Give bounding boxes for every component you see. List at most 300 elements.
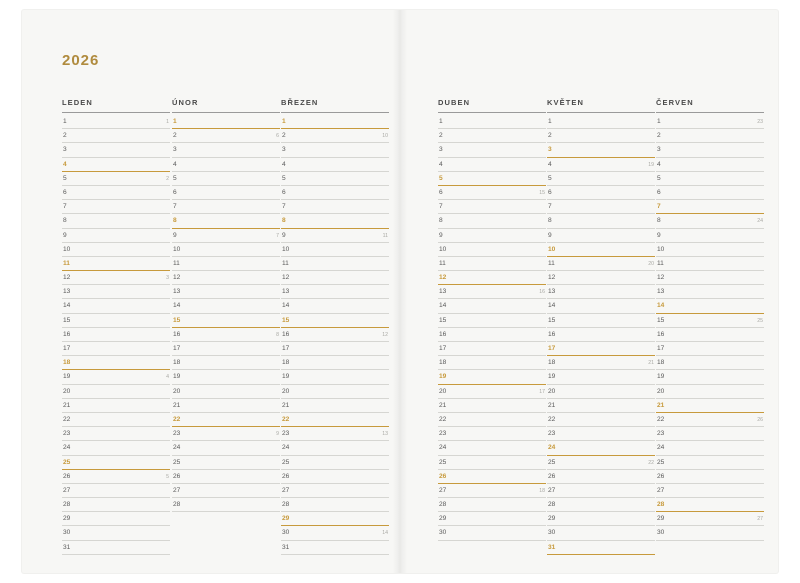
month-column	[172, 98, 280, 512]
day-number: 29	[63, 515, 71, 523]
day-number: 2	[63, 132, 67, 140]
day-row[interactable]	[656, 115, 764, 129]
day-row[interactable]	[172, 243, 280, 257]
day-row[interactable]	[172, 498, 280, 512]
day-number: 21	[63, 401, 71, 409]
day-number: 22	[439, 415, 447, 423]
day-row[interactable]	[438, 456, 546, 470]
day-row[interactable]	[547, 512, 655, 526]
day-row[interactable]	[62, 526, 170, 540]
day-number: 9	[657, 231, 661, 239]
day-row[interactable]	[547, 427, 655, 441]
day-number: 24	[173, 444, 181, 452]
day-row[interactable]	[438, 158, 546, 172]
day-row[interactable]	[281, 143, 389, 157]
day-row[interactable]	[547, 356, 655, 370]
day-row[interactable]	[62, 413, 170, 427]
day-row[interactable]	[438, 229, 546, 243]
day-number: 16	[657, 330, 665, 338]
day-row[interactable]	[656, 172, 764, 186]
day-number: 25	[548, 458, 556, 466]
day-row[interactable]	[62, 385, 170, 399]
day-row[interactable]	[438, 342, 546, 356]
day-row[interactable]	[172, 470, 280, 484]
day-number: 28	[282, 501, 290, 509]
day-number: 15	[657, 316, 665, 324]
day-number: 12	[63, 274, 71, 282]
day-row[interactable]	[62, 484, 170, 498]
day-row[interactable]	[172, 456, 280, 470]
day-number: 7	[657, 203, 661, 211]
day-row[interactable]	[172, 484, 280, 498]
day-number: 18	[282, 359, 290, 367]
day-number: 10	[282, 245, 290, 253]
day-number: 1	[548, 118, 552, 125]
day-row[interactable]	[438, 314, 546, 328]
day-row[interactable]	[547, 115, 655, 129]
day-number: 22	[282, 415, 290, 423]
month-column	[547, 98, 655, 555]
day-row[interactable]	[656, 285, 764, 299]
day-row[interactable]	[656, 441, 764, 455]
day-number: 28	[173, 501, 181, 509]
day-number: 12	[548, 274, 556, 282]
day-number: 11	[548, 259, 555, 267]
day-row[interactable]	[656, 484, 764, 498]
day-row[interactable]	[281, 484, 389, 498]
day-number: 11	[439, 259, 446, 267]
day-row[interactable]	[281, 512, 389, 526]
day-row[interactable]	[438, 214, 546, 228]
day-number: 8	[173, 217, 177, 225]
day-row[interactable]	[62, 172, 170, 186]
day-row[interactable]	[62, 328, 170, 342]
month-title: ČERVEN	[656, 98, 764, 113]
day-list	[656, 115, 764, 541]
day-number: 5	[173, 174, 177, 182]
day-number: 26	[173, 472, 181, 480]
day-number: 6	[173, 188, 177, 196]
day-number: 22	[548, 415, 556, 423]
day-row[interactable]	[547, 271, 655, 285]
day-row[interactable]	[656, 526, 764, 540]
day-row[interactable]	[547, 186, 655, 200]
day-row[interactable]	[172, 271, 280, 285]
day-row[interactable]	[656, 399, 764, 413]
day-row[interactable]	[656, 271, 764, 285]
day-row[interactable]	[281, 342, 389, 356]
day-row[interactable]	[281, 129, 389, 143]
day-number: 7	[282, 203, 286, 211]
day-number: 13	[548, 288, 556, 296]
day-row[interactable]	[547, 370, 655, 384]
day-row[interactable]	[62, 129, 170, 143]
day-row[interactable]	[438, 115, 546, 129]
day-number: 21	[439, 401, 447, 409]
day-row[interactable]	[172, 285, 280, 299]
day-row[interactable]	[438, 413, 546, 427]
month-title: ÚNOR	[172, 98, 280, 113]
day-number: 18	[657, 359, 665, 367]
day-number: 29	[657, 515, 665, 523]
day-row[interactable]	[281, 413, 389, 427]
day-row[interactable]	[281, 257, 389, 271]
day-row[interactable]	[656, 257, 764, 271]
day-number: 17	[657, 345, 665, 352]
day-row[interactable]	[656, 456, 764, 470]
day-number: 30	[548, 529, 556, 537]
day-number: 29	[439, 515, 447, 523]
day-row[interactable]	[656, 200, 764, 214]
day-row[interactable]	[62, 314, 170, 328]
day-row[interactable]	[172, 441, 280, 455]
day-number: 17	[548, 345, 556, 352]
day-row[interactable]	[172, 158, 280, 172]
week-number: 4	[166, 374, 169, 381]
day-row[interactable]	[281, 441, 389, 455]
day-number: 8	[439, 217, 443, 225]
day-row[interactable]	[547, 172, 655, 186]
day-number: 1	[439, 118, 443, 125]
day-row[interactable]	[281, 399, 389, 413]
day-number: 29	[548, 515, 556, 523]
day-row[interactable]	[438, 484, 546, 498]
day-row[interactable]	[438, 129, 546, 143]
day-row[interactable]	[547, 285, 655, 299]
day-number: 10	[63, 245, 71, 253]
day-row[interactable]	[656, 143, 764, 157]
week-number: 13	[382, 431, 388, 438]
day-row[interactable]	[62, 271, 170, 285]
day-row[interactable]	[547, 484, 655, 498]
day-row[interactable]	[547, 498, 655, 512]
day-row[interactable]	[438, 285, 546, 299]
day-row[interactable]	[438, 172, 546, 186]
day-number: 25	[173, 458, 181, 466]
day-number: 12	[282, 274, 290, 282]
day-row[interactable]	[172, 129, 280, 143]
day-number: 23	[282, 430, 290, 438]
day-row[interactable]	[547, 243, 655, 257]
day-row[interactable]	[281, 328, 389, 342]
day-row[interactable]	[281, 427, 389, 441]
week-number: 17	[539, 388, 545, 395]
day-row[interactable]	[281, 158, 389, 172]
day-number: 24	[548, 444, 556, 452]
day-row[interactable]	[547, 526, 655, 540]
day-row[interactable]	[62, 498, 170, 512]
day-row[interactable]	[172, 413, 280, 427]
day-row[interactable]	[438, 441, 546, 455]
day-number: 9	[282, 231, 286, 239]
week-number: 20	[648, 260, 654, 267]
day-number: 6	[657, 188, 661, 196]
month-column	[281, 98, 389, 555]
day-row[interactable]	[547, 470, 655, 484]
day-row[interactable]	[62, 243, 170, 257]
day-row[interactable]	[172, 200, 280, 214]
day-row[interactable]	[547, 200, 655, 214]
day-row[interactable]	[438, 271, 546, 285]
day-number: 26	[282, 472, 290, 480]
day-row[interactable]	[656, 186, 764, 200]
day-row[interactable]	[438, 512, 546, 526]
day-row[interactable]	[438, 243, 546, 257]
day-number: 30	[282, 529, 290, 537]
day-row[interactable]	[438, 399, 546, 413]
day-row[interactable]	[172, 257, 280, 271]
day-number: 28	[439, 501, 447, 509]
day-number: 19	[282, 373, 290, 381]
day-row[interactable]	[281, 356, 389, 370]
day-number: 6	[282, 188, 286, 196]
day-number: 27	[282, 486, 290, 494]
day-row[interactable]	[656, 385, 764, 399]
day-number: 12	[657, 274, 665, 282]
week-number: 19	[648, 161, 654, 168]
day-row[interactable]	[656, 229, 764, 243]
day-row[interactable]	[656, 243, 764, 257]
day-row[interactable]	[281, 541, 389, 555]
day-number: 30	[439, 529, 447, 537]
day-number: 11	[63, 259, 70, 267]
day-row[interactable]	[547, 158, 655, 172]
day-row[interactable]	[172, 342, 280, 356]
day-row[interactable]	[547, 314, 655, 328]
day-row[interactable]	[656, 356, 764, 370]
calendar-spread	[22, 10, 778, 573]
day-row[interactable]	[62, 200, 170, 214]
day-number: 2	[282, 132, 286, 140]
day-row[interactable]	[172, 314, 280, 328]
day-row[interactable]	[547, 129, 655, 143]
day-row[interactable]	[62, 158, 170, 172]
day-row[interactable]	[281, 370, 389, 384]
day-number: 29	[282, 515, 290, 523]
week-number: 7	[276, 232, 279, 239]
day-number: 25	[657, 458, 665, 466]
day-row[interactable]	[656, 498, 764, 512]
day-row[interactable]	[62, 115, 170, 129]
day-row[interactable]	[547, 413, 655, 427]
day-row[interactable]	[438, 526, 546, 540]
day-number: 14	[657, 302, 665, 310]
day-row[interactable]	[438, 427, 546, 441]
day-row[interactable]	[547, 385, 655, 399]
day-row[interactable]	[438, 385, 546, 399]
day-row[interactable]	[656, 214, 764, 228]
day-number: 16	[63, 330, 71, 338]
day-number: 13	[173, 288, 181, 296]
day-number: 2	[173, 132, 177, 140]
day-row[interactable]	[281, 271, 389, 285]
day-number: 18	[548, 359, 556, 367]
day-row[interactable]	[172, 186, 280, 200]
day-number: 26	[548, 472, 556, 480]
day-number: 30	[63, 529, 71, 537]
day-row[interactable]	[438, 356, 546, 370]
day-number: 19	[439, 373, 447, 381]
day-row[interactable]	[656, 370, 764, 384]
day-number: 9	[173, 231, 177, 239]
day-row[interactable]	[62, 456, 170, 470]
day-row[interactable]	[62, 143, 170, 157]
day-row[interactable]	[438, 470, 546, 484]
day-row[interactable]	[438, 200, 546, 214]
day-row[interactable]	[281, 115, 389, 129]
day-row[interactable]	[656, 129, 764, 143]
day-row[interactable]	[547, 214, 655, 228]
day-number: 2	[439, 132, 443, 140]
week-number: 1	[166, 119, 169, 125]
day-row[interactable]	[547, 143, 655, 157]
day-row[interactable]	[281, 186, 389, 200]
day-row[interactable]	[656, 512, 764, 526]
day-number: 3	[282, 146, 286, 154]
day-row[interactable]	[62, 299, 170, 313]
day-row[interactable]	[62, 257, 170, 271]
day-row[interactable]	[547, 541, 655, 555]
day-number: 30	[657, 529, 665, 537]
day-row[interactable]	[656, 314, 764, 328]
day-row[interactable]	[656, 470, 764, 484]
day-number: 27	[657, 486, 665, 494]
day-row[interactable]	[172, 385, 280, 399]
week-number: 3	[166, 275, 169, 282]
day-number: 11	[282, 259, 289, 267]
day-row[interactable]	[172, 427, 280, 441]
day-row[interactable]	[172, 299, 280, 313]
year-label: 2026	[62, 52, 100, 69]
day-row[interactable]	[62, 214, 170, 228]
day-row[interactable]	[281, 285, 389, 299]
day-row[interactable]	[172, 143, 280, 157]
day-row[interactable]	[62, 470, 170, 484]
day-number: 9	[63, 231, 67, 239]
day-number: 15	[63, 316, 71, 324]
month-column	[62, 98, 170, 555]
day-row[interactable]	[438, 299, 546, 313]
day-row[interactable]	[656, 299, 764, 313]
week-number: 11	[382, 232, 388, 239]
month-title: DUBEN	[438, 98, 546, 113]
day-row[interactable]	[62, 541, 170, 555]
day-number: 5	[657, 174, 661, 182]
day-row[interactable]	[656, 413, 764, 427]
day-row[interactable]	[172, 356, 280, 370]
day-number: 10	[657, 245, 665, 253]
week-number: 21	[648, 360, 654, 367]
day-row[interactable]	[62, 186, 170, 200]
day-row[interactable]	[281, 526, 389, 540]
day-number: 2	[548, 132, 552, 140]
day-row[interactable]	[656, 427, 764, 441]
week-number: 14	[382, 530, 388, 537]
day-row[interactable]	[438, 328, 546, 342]
day-number: 10	[173, 245, 181, 253]
day-list	[547, 115, 655, 555]
day-number: 25	[282, 458, 290, 466]
day-number: 27	[173, 486, 181, 494]
day-number: 5	[63, 174, 67, 182]
day-number: 6	[439, 188, 443, 196]
day-row[interactable]	[281, 498, 389, 512]
day-row[interactable]	[172, 115, 280, 129]
day-row[interactable]	[281, 456, 389, 470]
day-row[interactable]	[656, 158, 764, 172]
day-row[interactable]	[62, 441, 170, 455]
day-row[interactable]	[172, 214, 280, 228]
day-number: 23	[63, 430, 71, 438]
day-number: 13	[439, 288, 447, 296]
week-number: 23	[757, 119, 763, 125]
day-row[interactable]	[281, 172, 389, 186]
day-row[interactable]	[438, 143, 546, 157]
day-number: 19	[657, 373, 665, 381]
day-row[interactable]	[281, 200, 389, 214]
day-number: 3	[63, 146, 67, 154]
day-row[interactable]	[62, 399, 170, 413]
week-number: 24	[757, 218, 763, 225]
day-row[interactable]	[62, 427, 170, 441]
day-row[interactable]	[172, 370, 280, 384]
day-row[interactable]	[547, 342, 655, 356]
day-row[interactable]	[547, 456, 655, 470]
day-row[interactable]	[656, 342, 764, 356]
day-row[interactable]	[438, 498, 546, 512]
day-row[interactable]	[281, 229, 389, 243]
day-number: 5	[439, 174, 443, 182]
day-row[interactable]	[62, 370, 170, 384]
day-row[interactable]	[281, 314, 389, 328]
day-row[interactable]	[62, 285, 170, 299]
day-row[interactable]	[547, 257, 655, 271]
day-row[interactable]	[281, 385, 389, 399]
day-number: 17	[439, 345, 447, 352]
day-row[interactable]	[172, 399, 280, 413]
day-row[interactable]	[172, 328, 280, 342]
day-row[interactable]	[438, 186, 546, 200]
week-number: 8	[276, 331, 279, 338]
day-row[interactable]	[547, 328, 655, 342]
day-row[interactable]	[62, 229, 170, 243]
day-row[interactable]	[172, 229, 280, 243]
day-row[interactable]	[547, 229, 655, 243]
day-row[interactable]	[62, 356, 170, 370]
day-row[interactable]	[438, 370, 546, 384]
day-number: 31	[63, 543, 71, 551]
day-row[interactable]	[281, 470, 389, 484]
day-number: 15	[548, 316, 556, 324]
day-row[interactable]	[281, 214, 389, 228]
day-row[interactable]	[62, 342, 170, 356]
day-row[interactable]	[62, 512, 170, 526]
day-row[interactable]	[547, 299, 655, 313]
day-number: 27	[63, 486, 71, 494]
day-number: 27	[439, 486, 447, 494]
day-row[interactable]	[547, 399, 655, 413]
day-row[interactable]	[172, 172, 280, 186]
day-number: 13	[657, 288, 665, 296]
day-number: 17	[282, 345, 290, 352]
week-number: 27	[757, 516, 763, 523]
day-row[interactable]	[281, 299, 389, 313]
day-row[interactable]	[281, 243, 389, 257]
day-number: 20	[173, 387, 181, 395]
day-row[interactable]	[547, 441, 655, 455]
day-row[interactable]	[656, 328, 764, 342]
day-row[interactable]	[438, 257, 546, 271]
